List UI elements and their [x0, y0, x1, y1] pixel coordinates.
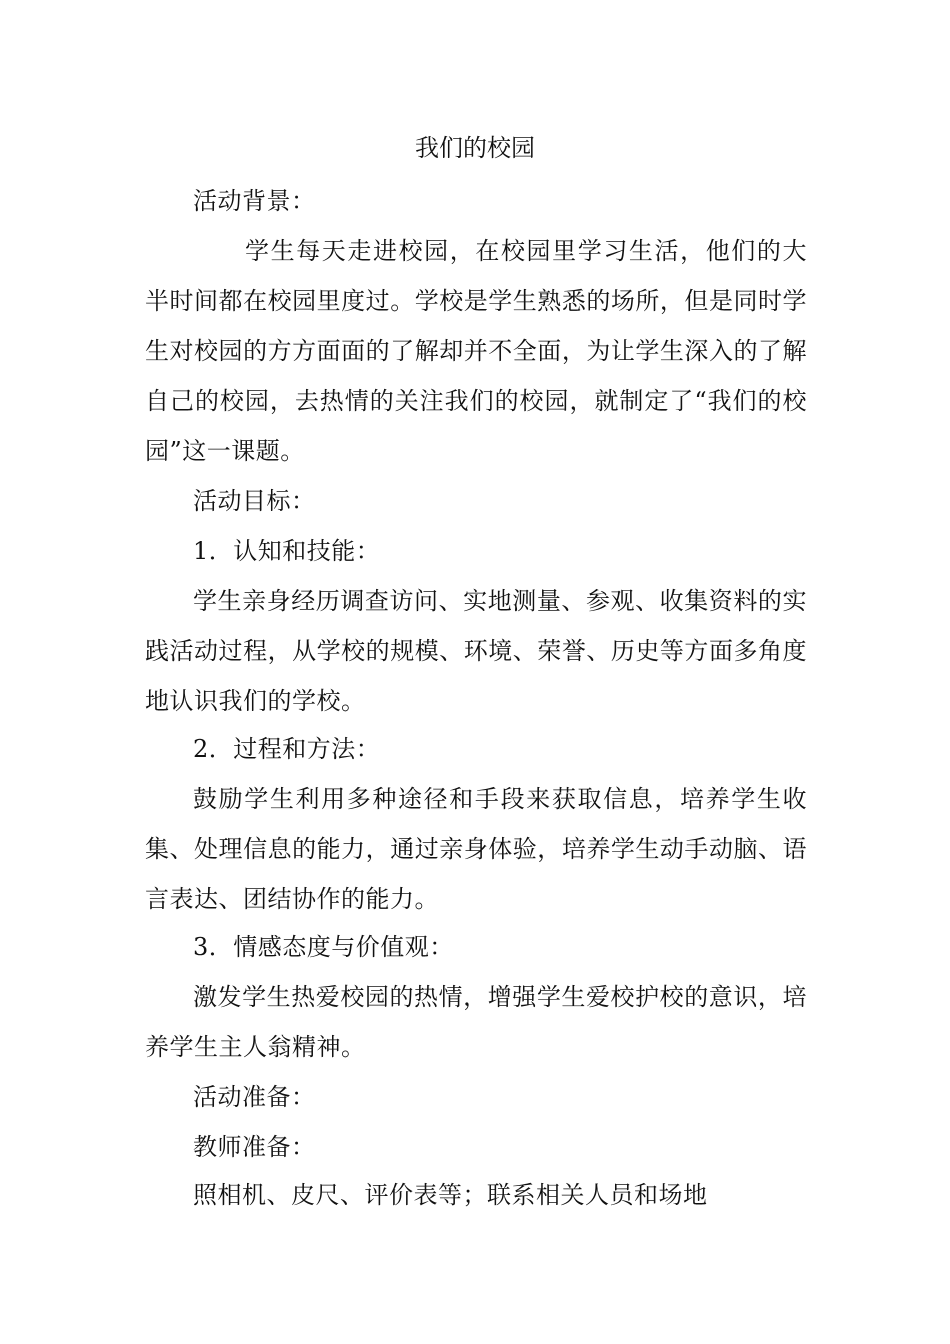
goal-paragraph-attitude: 激发学生热爱校园的热情，增强学生爱校护校的意识，培养学生主人翁精神。: [145, 983, 807, 1061]
goal-paragraph-knowledge: 学生亲身经历调查访问、实地测量、参观、收集资料的实践活动过程，从学校的规模、环境、荣誉、历史等方面多角度地认识我们的学校。: [145, 587, 807, 715]
goal-heading-attitude: 3．情感态度与价值观：: [193, 933, 454, 961]
section-heading-preparation: 活动准备：: [193, 1083, 316, 1111]
section-heading-background: 活动背景：: [193, 187, 316, 215]
goal-paragraph-process: 鼓励学生利用多种途径和手段来获取信息，培养学生收集、处理信息的能力，通过亲身体验，培养学生动手动脑、语言表达、团结协作的能力。: [145, 785, 807, 913]
document-title: 我们的校园: [415, 134, 535, 162]
preparation-heading-teacher: 教师准备：: [193, 1133, 316, 1161]
goal-heading-process: 2．过程和方法：: [193, 735, 381, 763]
goal-heading-knowledge: 1．认知和技能：: [193, 537, 381, 565]
section-heading-goals: 活动目标：: [193, 487, 316, 515]
preparation-paragraph-teacher: 照相机、皮尺、评价表等；联系相关人员和场地: [193, 1181, 708, 1209]
background-paragraph: 学生每天走进校园，在校园里学习生活，他们的大半时间都在校园里度过。学校是学生熟悉的场所，但是同时学生对校园的方方面面的了解却并不全面，为让学生深入的了解自己的校园，去热情的关注我们的校园，就制定了“我们的校园”这一课题。: [145, 237, 807, 465]
